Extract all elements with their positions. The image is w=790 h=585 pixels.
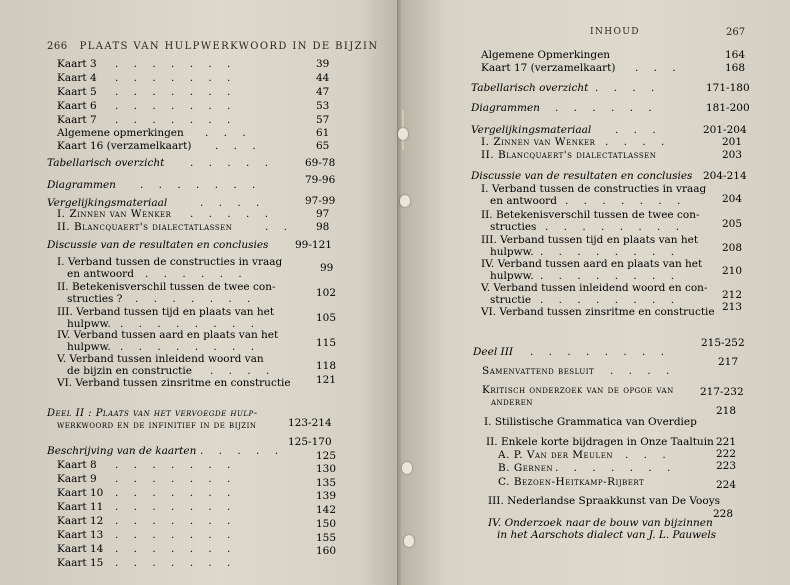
leader-dots: . . . . . . . [115, 473, 237, 485]
toc-entry-page: 39 [316, 58, 330, 70]
toc-entry-page: 44 [316, 72, 330, 84]
toc-entry-text: VI. Verband tussen zinsritme en constructie [57, 377, 291, 389]
toc-entry-text: IV. Verband tussen aard en plaats van het [481, 258, 703, 270]
toc-entry-text: Kaart 12 [57, 515, 104, 527]
toc-entry-text: II. Betekenisverschil tussen de twee con- [481, 209, 700, 221]
toc-entry-text: Samenvattend besluit [482, 365, 595, 377]
toc-entry-page: 142 [316, 504, 337, 516]
toc-entry-page: 201 [722, 136, 743, 148]
toc-entry-page: 168 [725, 62, 746, 74]
toc-entry-page: 53 [316, 100, 330, 112]
toc-entry-text: Kaart 13 [57, 529, 104, 541]
binding-stitch [404, 535, 414, 547]
toc-entry-text: in het Aarschots dialect van J. L. Pauwels [497, 529, 717, 541]
leader-dots: . . . . [610, 365, 676, 377]
leader-dots: . . . . . [190, 208, 275, 220]
toc-entry-page: 61 [316, 127, 330, 139]
toc-entry-page: 164 [725, 49, 746, 61]
toc-entry-page: 125 [316, 450, 337, 462]
toc-entry-page: 218 [716, 405, 737, 417]
leader-dots: . . . . . . [145, 268, 248, 280]
toc-entry-page: 130 [316, 463, 337, 475]
toc-section-heading: Vergelijkingsmateriaal [471, 124, 592, 136]
leader-dots: . . . . [605, 136, 671, 148]
toc-entry-page: 160 [316, 545, 337, 557]
toc-section-heading: Tabellarisch overzicht [471, 82, 589, 94]
leader-dots: . . . . . . . [135, 293, 257, 305]
leader-dots: . . . . . [200, 445, 285, 457]
toc-entry-page: 150 [316, 518, 337, 530]
toc-entry-text: A. P. Van der Meulen [498, 449, 613, 461]
toc-section-heading: Tabellarisch overzicht [47, 157, 165, 169]
left-running-head [47, 41, 379, 52]
toc-entry-text: Algemene Opmerkingen [481, 49, 611, 61]
toc-entry-page: 204-214 [703, 170, 747, 182]
toc-entry-page: 97 [316, 208, 330, 220]
toc-entry-text: I. Verband tussen de constructies in vraag [57, 256, 283, 268]
toc-section-heading: Diagrammen [47, 179, 116, 191]
toc-entry-text: Kaart 8 [57, 459, 97, 471]
leader-dots: . . . [215, 140, 262, 152]
toc-part-heading: Deel II : Plaats van het vervoegde hulp- [47, 408, 258, 419]
toc-entry-page: 181-200 [706, 102, 750, 114]
toc-entry-page: 57 [316, 114, 330, 126]
toc-entry-text: Kaart 10 [57, 487, 104, 499]
toc-entry-text: Kaart 6 [57, 100, 97, 112]
toc-entry-page: 115 [316, 337, 337, 349]
leader-dots: . . . . . . . [115, 86, 237, 98]
toc-entry-text: II. Blancquaert's dialectatlassen [57, 221, 233, 233]
toc-entry-text: Kaart 16 (verzamelkaart) [57, 140, 192, 152]
toc-entry-page: 228 [713, 508, 734, 520]
toc-entry-text: II. Enkele korte bijdragen in Onze Taaltuin [486, 436, 714, 448]
toc-entry-text: en antwoord [490, 195, 557, 207]
right-page-number: 267 [726, 27, 746, 38]
leader-dots: . . [265, 221, 294, 233]
leader-dots: . . . . . . . [115, 543, 237, 555]
toc-entry-page: 155 [316, 532, 337, 544]
leader-dots: . . . . . . [555, 102, 658, 114]
toc-entry-text: Kaart 5 [57, 86, 97, 98]
toc-entry-text: Kaart 14 [57, 543, 104, 555]
toc-entry-text: B. Gernen [498, 462, 554, 474]
toc-entry-page: 125-170 [288, 436, 332, 448]
binding-stitch [400, 195, 410, 207]
toc-entry-page: 139 [316, 490, 337, 502]
leader-dots: . . . . . . . [115, 515, 237, 527]
leader-dots: . . . . . . . [555, 462, 677, 474]
toc-entry-text: I. Zinnen van Wenker [481, 136, 596, 148]
toc-entry-page: 222 [716, 448, 737, 460]
toc-entry-page: 105 [316, 312, 337, 324]
leader-dots: . . . . . . . . [120, 341, 261, 353]
leader-dots: . . . [615, 124, 662, 136]
toc-entry-text: III. Verband tussen tijd en plaats van het [57, 306, 275, 318]
leader-dots: . . . . . . . [115, 459, 237, 471]
toc-entry-text: I. Verband tussen de constructies in vraag [481, 183, 707, 195]
toc-entry-text: V. Verband tussen inleidend woord van [57, 353, 264, 365]
leader-dots: . . . . . . . . [540, 246, 681, 258]
toc-entry-page: 118 [316, 360, 337, 372]
toc-entry-text: V. Verband tussen inleidend woord en con- [481, 282, 708, 294]
left-page-number: 266 [47, 41, 68, 52]
leader-dots: . . . . [210, 365, 276, 377]
toc-entry-text: Kaart 11 [57, 501, 104, 513]
toc-entry-page: 65 [316, 140, 330, 152]
toc-entry-page: 135 [316, 477, 337, 489]
toc-entry-text: Algemene opmerkingen [57, 127, 184, 139]
leader-dots: . . . . . [190, 157, 275, 169]
toc-entry-text: anderen [491, 396, 533, 408]
toc-entry-page: 210 [722, 265, 743, 277]
leader-dots: . . . . . . . . [120, 318, 261, 330]
toc-entry-page: 221 [716, 436, 737, 448]
toc-entry-page: 208 [722, 242, 743, 254]
toc-entry-text: en antwoord [67, 268, 134, 280]
toc-entry-text: de bijzin en constructie [67, 365, 192, 377]
toc-entry-page: 223 [716, 460, 737, 472]
toc-part-heading: Deel III [473, 346, 513, 358]
leader-dots: . . . [625, 449, 672, 461]
toc-entry-page: 102 [316, 287, 337, 299]
toc-entry-text: hulpww. [490, 270, 534, 282]
toc-section-heading: Diagrammen [471, 102, 540, 114]
leader-dots: . . . . . . . . [540, 270, 681, 282]
leader-dots: . . . . . . . [115, 557, 237, 569]
toc-entry-page: 204 [722, 193, 743, 205]
leader-dots: . . . . . . . . [540, 294, 681, 306]
toc-entry-text: Kaart 17 (verzamelkaart) [481, 62, 616, 74]
toc-entry-text: Kaart 7 [57, 114, 97, 126]
toc-entry-page: 98 [316, 221, 330, 233]
leader-dots: . . . . [595, 82, 661, 94]
leader-dots: . . . [205, 127, 252, 139]
toc-entry-page: 217-232 [700, 386, 744, 398]
toc-entry-text: structies [490, 221, 537, 233]
toc-entry-page: 205 [722, 218, 743, 230]
toc-entry-page: 99 [320, 262, 334, 274]
leader-dots: . . . . . . . [565, 195, 687, 207]
toc-section-heading: Vergelijkingsmateriaal [47, 197, 168, 209]
toc-entry-page: 213 [722, 301, 743, 313]
toc-entry-text: III. Nederlandse Spraakkunst van De Vooys [488, 495, 721, 507]
toc-entry-text: structies ? [67, 293, 123, 305]
toc-section-heading: Beschrijving van de kaarten [47, 445, 197, 457]
toc-entry-text: I. Stilistische Grammatica van Overdiep [484, 416, 697, 428]
leader-dots: . . . [635, 62, 682, 74]
toc-entry-page: 201-204 [703, 124, 747, 136]
toc-entry-page: 171-180 [706, 82, 750, 94]
toc-section-heading: Discussie van de resultaten en conclusies [471, 170, 693, 182]
leader-dots: . . . . . . . [140, 179, 262, 191]
toc-entry-text: Kaart 4 [57, 72, 97, 84]
leader-dots: . . . . . . . [115, 529, 237, 541]
toc-entry-page: 123-214 [288, 417, 332, 429]
toc-entry-text: hulpww. [490, 246, 534, 258]
toc-entry-text: Kaart 3 [57, 58, 97, 70]
leader-dots: . . . . . . . [115, 58, 237, 70]
toc-entry-page: 97-99 [305, 195, 336, 207]
leader-dots: . . . . . . . [115, 72, 237, 84]
toc-entry-text: Kaart 9 [57, 473, 97, 485]
toc-entry-page: 224 [716, 479, 737, 491]
toc-entry-text: VI. Verband tussen zinsritme en constructie [481, 306, 715, 318]
binding-stitch [402, 462, 412, 474]
toc-entry-page: 121 [316, 374, 337, 386]
toc-entry-text: II. Betekenisverschil tussen de twee con- [57, 281, 276, 293]
toc-entry-text: IV. Onderzoek naar de bouw van bijzinnen [488, 517, 713, 529]
leader-dots: . . . . [200, 197, 266, 209]
leader-dots: . . . . . . . . [545, 221, 686, 233]
left-running-title: PLAATS VAN HULPWERKWOORD IN DE BIJZIN [79, 41, 379, 52]
toc-entry-page: 79-96 [305, 174, 336, 186]
toc-entry-text: Kritisch onderzoek van de opgoe van [482, 384, 674, 396]
binding-stitch [398, 128, 408, 140]
toc-entry-text: Kaart 15 [57, 557, 104, 569]
toc-entry-text: II. Blancquaert's dialectatlassen [481, 149, 657, 161]
toc-entry-page: 217 [718, 356, 739, 368]
leader-dots: . . . . . . . [115, 501, 237, 513]
leader-dots: . . . . . . . [115, 487, 237, 499]
leader-dots: . . . . . . . [115, 114, 237, 126]
leader-dots: . . . . . . . [115, 100, 237, 112]
toc-entry-page: 99-121 [295, 239, 332, 251]
toc-entry-text: hulpww. [67, 341, 111, 353]
toc-entry-page: 69-78 [305, 157, 336, 169]
toc-entry-text: I. Zinnen van Wenker [57, 208, 172, 220]
toc-entry-page: 212 [722, 289, 743, 301]
toc-entry-page: 215-252 [701, 337, 745, 349]
toc-entry-page: 203 [722, 149, 743, 161]
gutter-shadow [397, 0, 405, 585]
leader-dots: . . . . . . . . [530, 346, 671, 358]
toc-entry-text: structie [490, 294, 532, 306]
toc-part-heading: werkwoord en de infinitief in de bijzin [57, 420, 257, 431]
toc-entry-text: IV. Verband tussen aard en plaats van het [57, 329, 279, 341]
right-running-head: INHOUD [590, 27, 640, 37]
toc-section-heading: Discussie van de resultaten en conclusies [47, 239, 269, 251]
toc-entry-text: hulpww. [67, 318, 111, 330]
toc-entry-page: 47 [316, 86, 330, 98]
toc-entry-text: C. Bezoen-Heitkamp-Rijbert [498, 476, 645, 488]
toc-entry-text: III. Verband tussen tijd en plaats van het [481, 234, 699, 246]
